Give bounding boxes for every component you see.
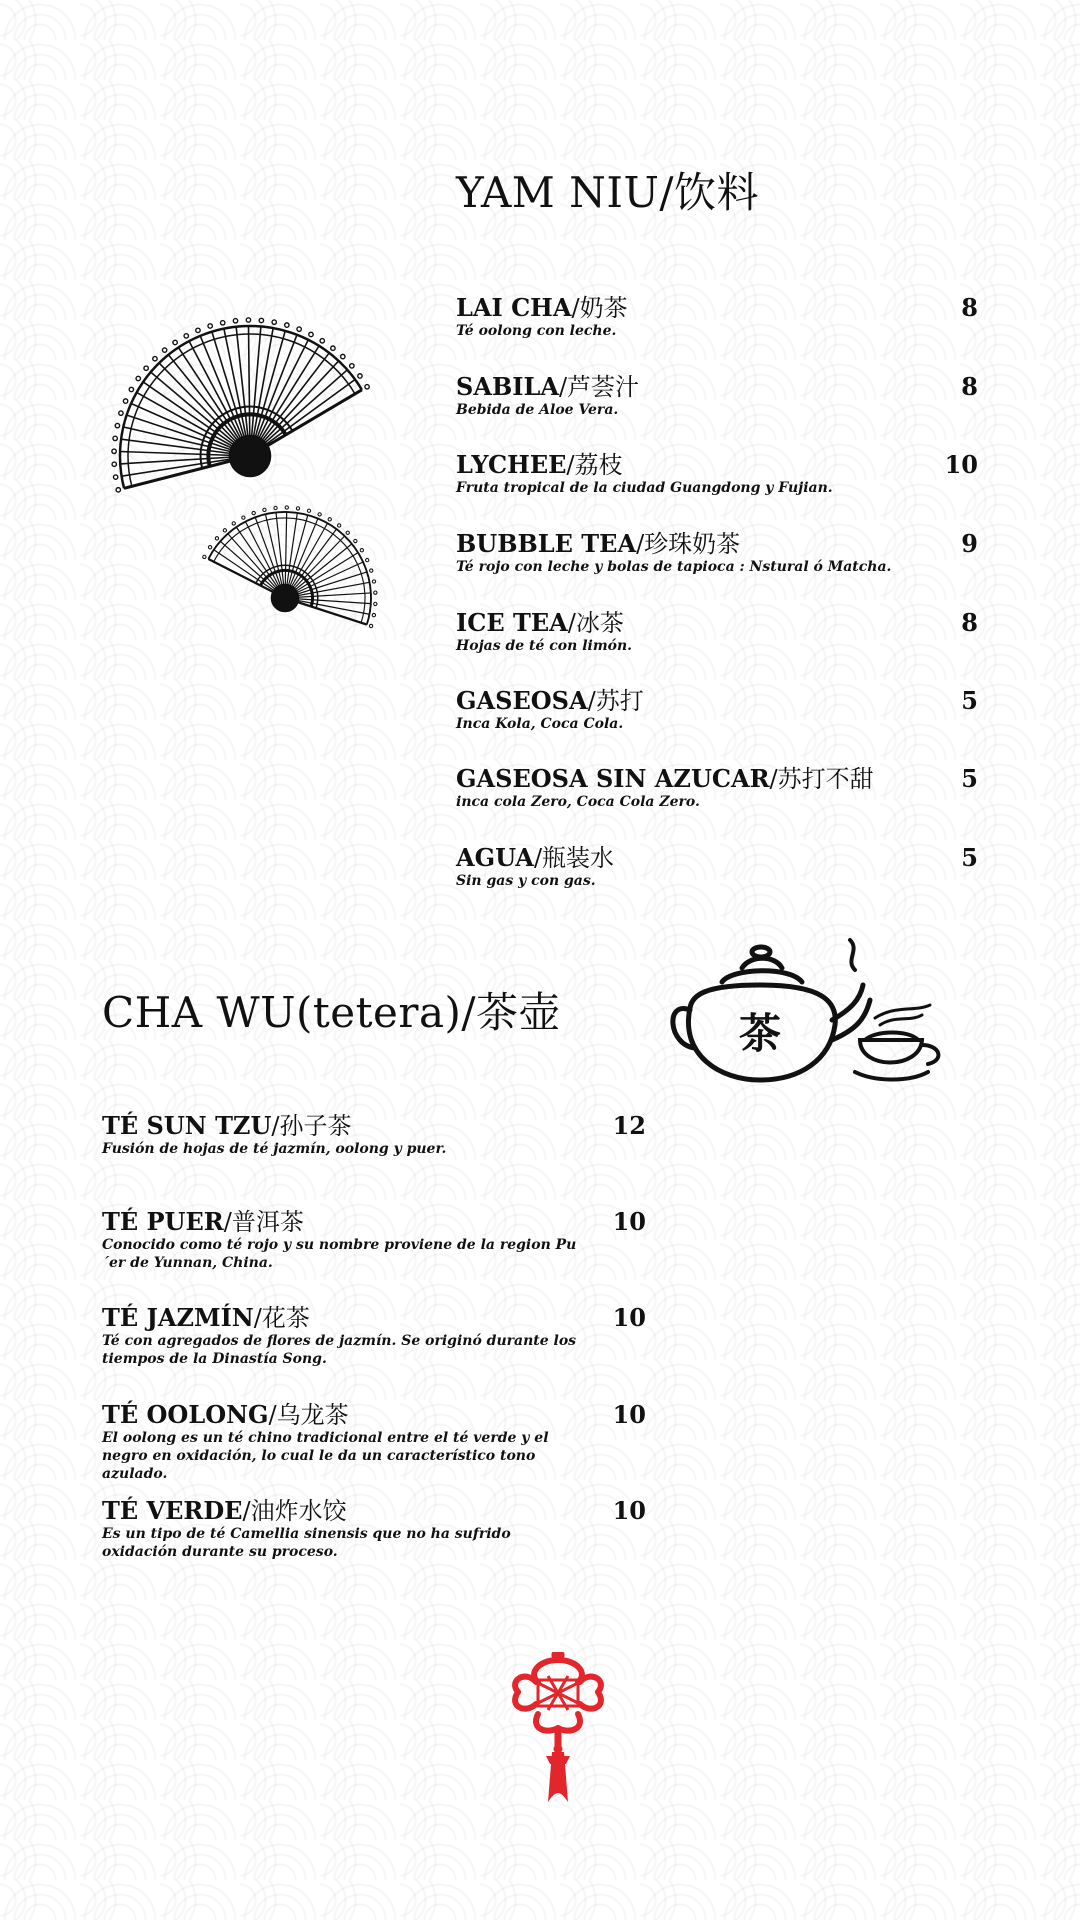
menu-item-description: Fusión de hojas de té jazmín, oolong y puer. (102, 1141, 447, 1157)
menu-item-name: LAI CHA/奶茶 (456, 293, 628, 322)
menu-item-price: 5 (961, 843, 978, 872)
menu-item-name: TÉ PUER/普洱茶 (102, 1207, 304, 1236)
menu-item-price: 8 (961, 608, 978, 637)
menu-item-description: Fruta tropical de la ciudad Guangdong y Fujian. (456, 480, 833, 496)
menu-item-name: ICE TEA/冰茶 (456, 608, 624, 637)
menu-item-price: 12 (612, 1111, 646, 1140)
teacup-icon (855, 1005, 938, 1080)
menu-item-description: Sin gas y con gas. (456, 873, 596, 889)
menu-item-price: 8 (961, 293, 978, 322)
menu-item-name: AGUA/瓶装水 (456, 843, 615, 872)
menu-item-price: 10 (612, 1400, 646, 1429)
menu-item-name: TÉ OOLONG/乌龙茶 (102, 1400, 349, 1429)
menu-item-price: 9 (961, 529, 978, 558)
menu-item (456, 451, 976, 497)
menu-item (102, 1304, 646, 1368)
menu-item-name: BUBBLE TEA/珍珠奶茶 (456, 529, 741, 558)
teapot-section-title: CHA WU(tetera)/茶壶 (102, 988, 562, 1037)
menu-item-name: GASEOSA/苏打 (456, 686, 644, 715)
menu-item-description: Conocido como té rojo y su nombre proviene de la region Pu´er de Yunnan, China. (102, 1237, 577, 1271)
menu-item-description: El oolong es un té chino tradicional entre el té verde y el negro en oxidación, lo cual le da un característico tono azulado. (102, 1430, 549, 1482)
menu-item-price: 5 (961, 686, 978, 715)
menu-item-description: Inca Kola, Coca Cola. (456, 716, 624, 732)
menu-item-description: inca cola Zero, Coca Cola Zero. (456, 794, 700, 810)
menu-item-price: 10 (612, 1303, 646, 1332)
menu-item (456, 530, 976, 576)
menu-item (456, 687, 976, 733)
menu-item-description: Bebida de Aloe Vera. (456, 402, 619, 418)
menu-item-price: 5 (961, 764, 978, 793)
menu-item-description: Té oolong con leche. (456, 323, 617, 339)
menu-item (102, 1401, 646, 1483)
menu-item-name: TÉ VERDE/油炸水饺 (102, 1496, 347, 1525)
menu-item-description: Hojas de té con limón. (456, 638, 633, 654)
menu-item-price: 10 (944, 450, 978, 479)
menu-item-name: TÉ JAZMÍN/花茶 (102, 1303, 310, 1332)
menu-item (102, 1112, 646, 1158)
menu-item-description: Té rojo con leche y bolas de tapioca : Nstural ó Matcha. (456, 559, 892, 575)
teapot-icon (660, 930, 960, 1090)
menu-item-name: GASEOSA SIN AZUCAR/苏打不甜 (456, 764, 874, 793)
menu-item (456, 294, 976, 340)
drinks-section-title: YAM NIU/饮料 (456, 168, 760, 217)
menu-item-name: TÉ SUN TZU/孙子茶 (102, 1111, 352, 1140)
menu-item (102, 1497, 646, 1561)
menu-item-description: Es un tipo de té Camellia sinensis que no ha sufrido oxidación durante su proceso. (102, 1526, 511, 1560)
chinese-knot-icon (508, 1652, 608, 1802)
menu-item-price: 8 (961, 372, 978, 401)
teapot-logo-char: 茶 (738, 1009, 782, 1058)
menu-item (456, 609, 976, 655)
menu-item-description: Té con agregados de flores de jazmín. Se originó durante los tiempos de la Dinastía Song. (102, 1333, 577, 1367)
menu-item-price: 10 (612, 1207, 646, 1236)
menu-item-name: SABILA/芦荟汁 (456, 372, 640, 401)
menu-item-name: LYCHEE/荔枝 (456, 450, 623, 479)
menu-item (456, 765, 976, 811)
hand-fan-icon (100, 300, 400, 640)
menu-item (456, 844, 976, 890)
menu-item-price: 10 (612, 1496, 646, 1525)
menu-item (102, 1208, 646, 1272)
menu-item (456, 373, 976, 419)
